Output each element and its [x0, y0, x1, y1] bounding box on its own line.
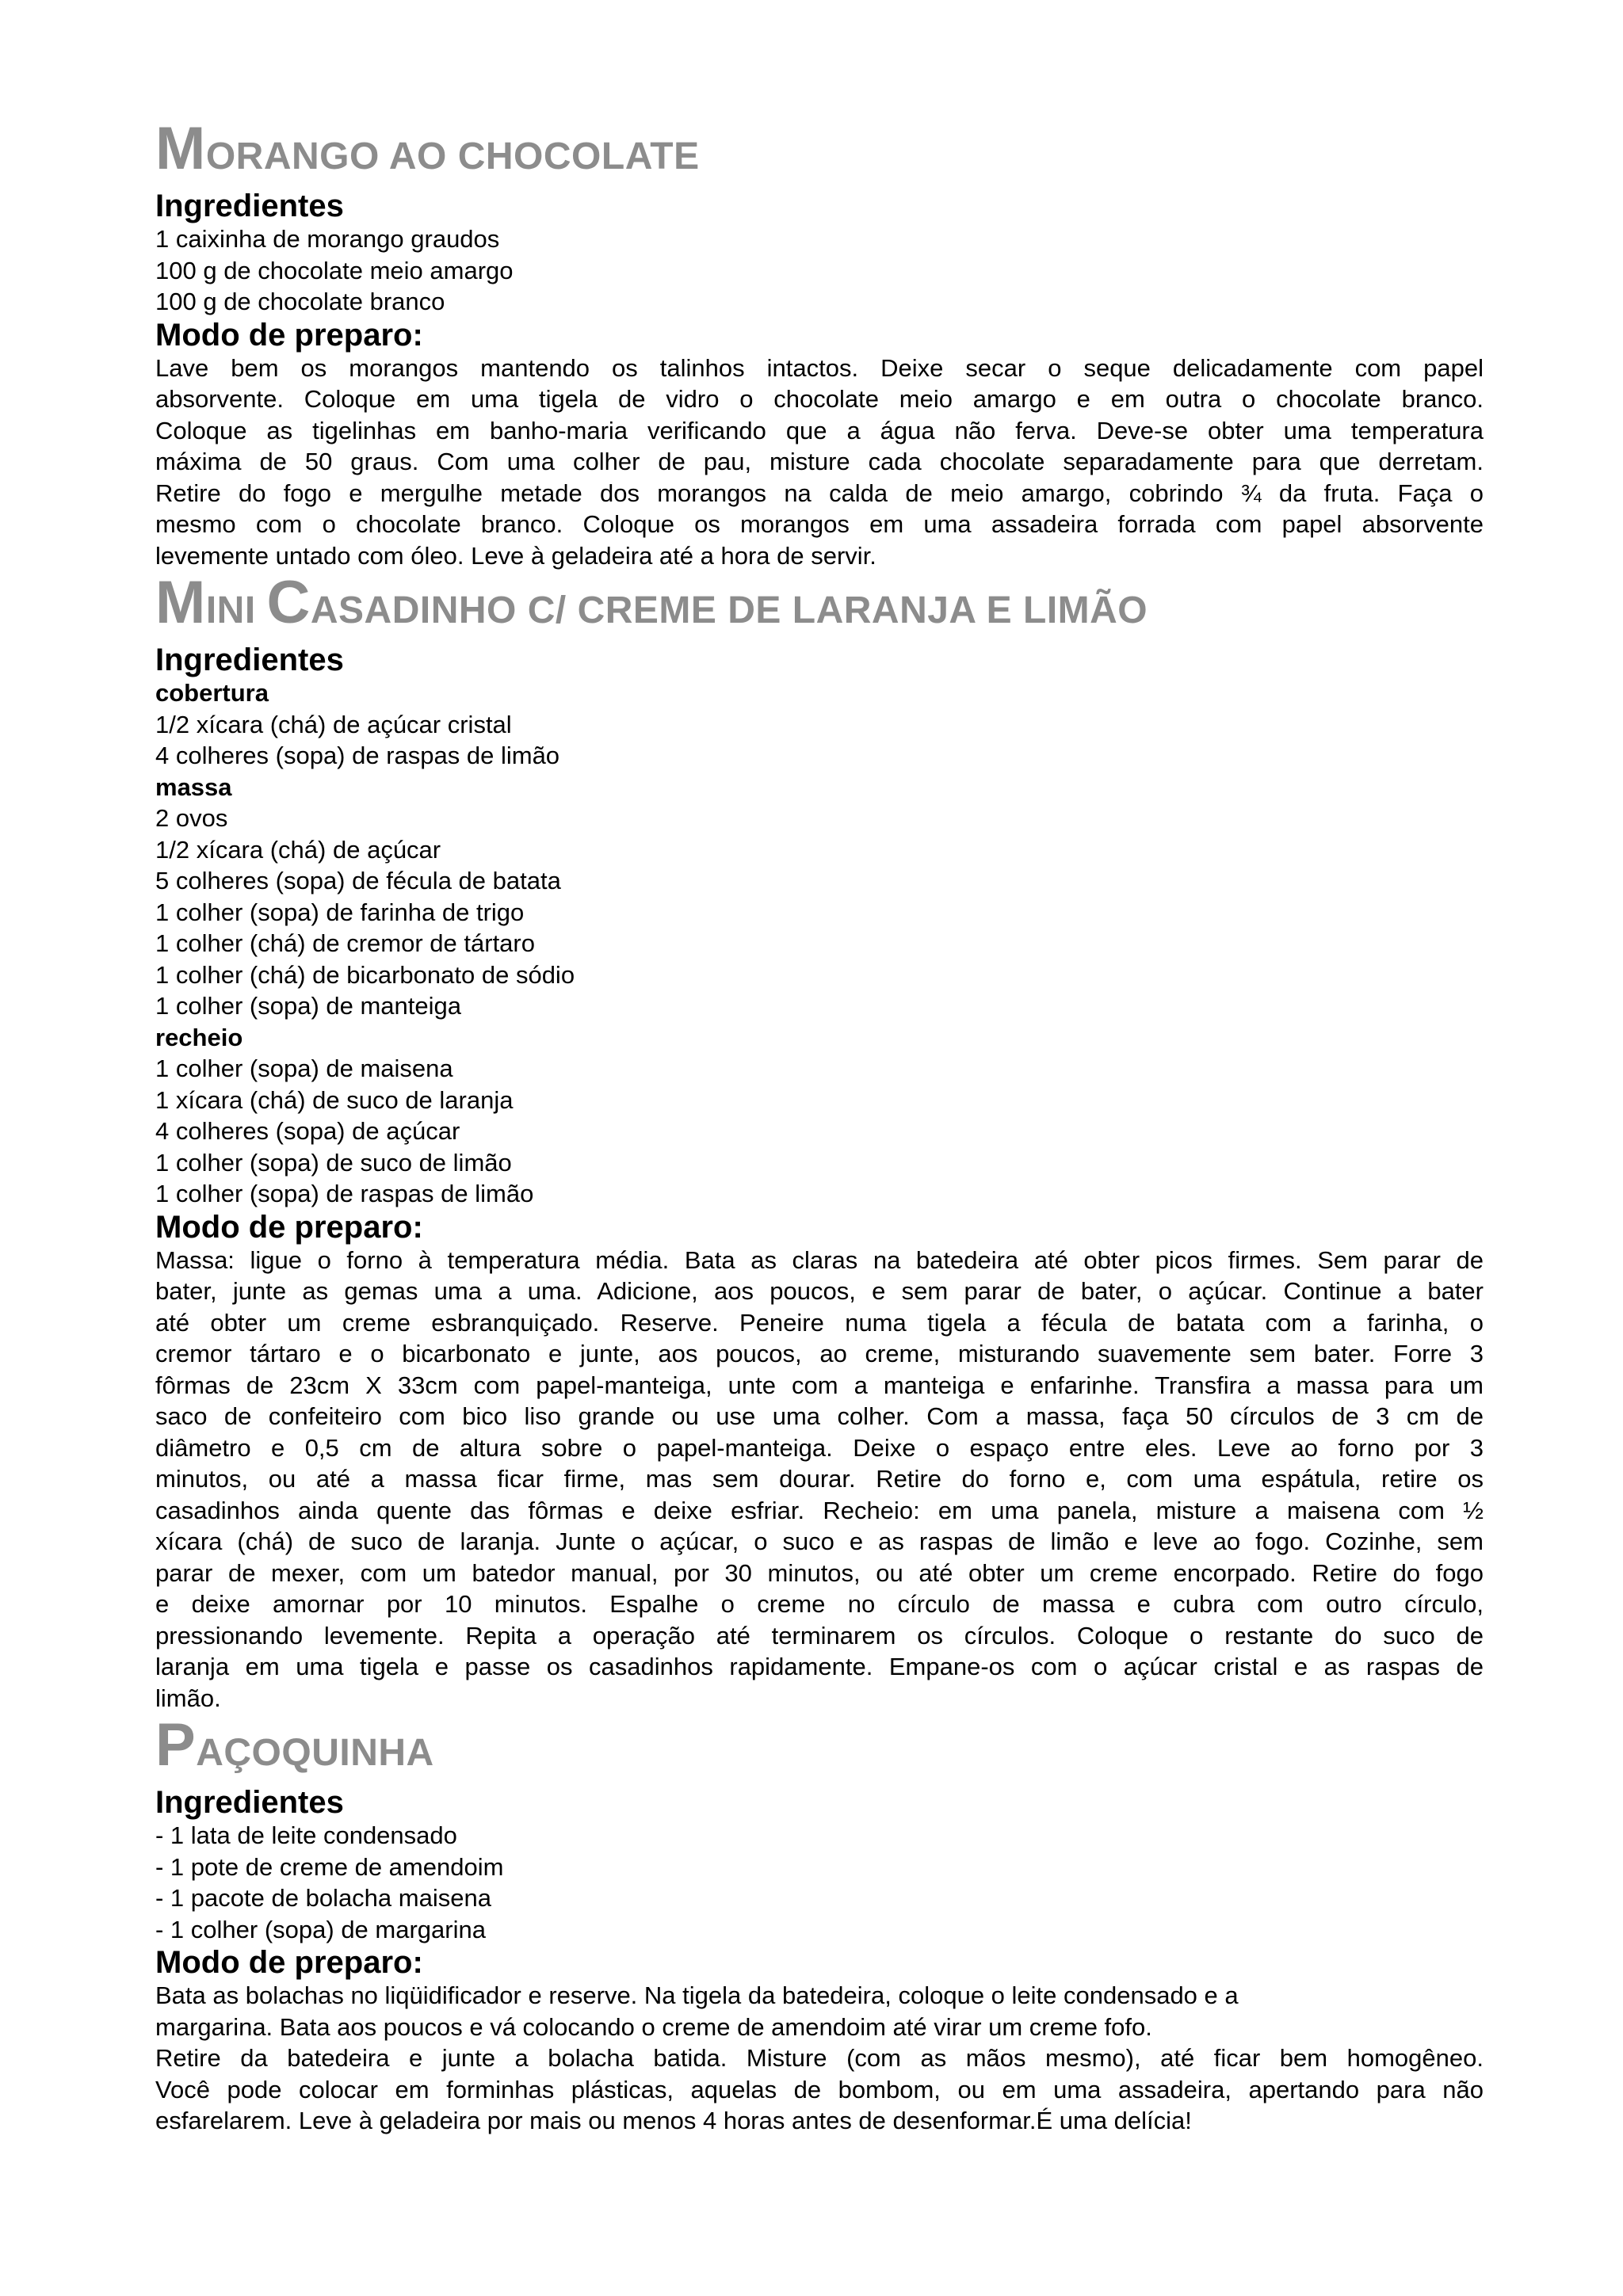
method-heading: Modo de preparo:: [155, 1209, 423, 1245]
ingredient-item: 4 colheres (sopa) de raspas de limão: [155, 742, 560, 769]
method-line: levemente untado com óleo. Leve à geladeira até a hora de servir.: [155, 541, 876, 570]
ingredient-item: 1/2 xícara (chá) de açúcar cristal: [155, 710, 512, 738]
method-line: parar de mexer, com um batedor manual, por 30 minutos, ou até obter um creme encorpado. Retire do fogo: [155, 1558, 1484, 1587]
method-line: bater, junte as gemas uma a uma. Adicione, aos poucos, e sem parar de bater, o açúcar. Continue a bater: [155, 1277, 1484, 1305]
method-line: laranja em uma tigela e passe os casadinhos rapidamente. Empane-os com o açúcar cristal e as raspas de: [155, 1653, 1484, 1680]
ingredients-list: [155, 223, 1484, 318]
method-heading: Modo de preparo:: [155, 1945, 423, 1980]
title-rest: AÇOQUINHA: [196, 1732, 434, 1774]
ingredient-group-title: recheio: [155, 1023, 243, 1051]
ingredient-item: 4 colheres (sopa) de açúcar: [155, 1117, 460, 1145]
recipe-pacoquinha: [155, 1711, 1484, 2137]
ingredient-group-title: massa: [155, 772, 232, 801]
ingredient-item: 1 colher (sopa) de raspas de limão: [155, 1180, 534, 1207]
ingredient-group-title: cobertura: [155, 679, 269, 707]
method-paragraph: [155, 1245, 1484, 1714]
title-rest: ASADINHO C/: [310, 589, 578, 631]
method-line: Retire da batedeira e junte a bolacha batida. Misture (com as mãos mesmo), até ficar bem homogêneo.: [155, 2044, 1484, 2072]
recipe-title: [155, 571, 1484, 643]
method-paragraph: [155, 1980, 1484, 2137]
ingredient-item: 100 g de chocolate branco: [155, 288, 445, 315]
method-line: diâmetro e 0,5 cm de altura sobre o papel-manteiga. Deixe o espaço entre eles. Leve ao forno por 3: [155, 1433, 1484, 1462]
title-rest: CREME DE LARANJA E LIMÃO: [577, 589, 1148, 631]
ingredients-heading: Ingredientes: [155, 643, 344, 677]
ingredient-item: 1 colher (sopa) de maisena: [155, 1055, 453, 1082]
title-initial: M: [155, 569, 206, 636]
ingredients-heading: Ingredientes: [155, 1785, 344, 1820]
ingredient-item: 1 colher (chá) de bicarbonato de sódio: [155, 960, 575, 989]
method-line: Coloque as tigelinhas em banho-maria verificando que a água não ferva. Deve-se obter uma temperatura: [155, 416, 1484, 444]
method-paragraph: [155, 353, 1484, 572]
method-line: margarina. Bata aos poucos e vá colocando o creme de amendoim até virar um creme fofo.: [155, 2012, 1152, 2041]
title-rest: INI: [205, 589, 267, 631]
recipe-title: [155, 1711, 1484, 1785]
method-line: esfarelarem. Leve à geladeira por mais ou menos 4 horas antes de desenformar.É uma delícia!: [155, 2107, 1192, 2134]
ingredient-item: 1 colher (sopa) de farinha de trigo: [155, 898, 525, 926]
ingredient-item: - 1 lata de leite condensado: [155, 1821, 457, 1849]
ingredient-item: 2 ovos: [155, 804, 228, 832]
method-line: até obter um creme esbranquiçado. Reserve. Peneire numa tigela a fécula de batata com a farinha, o: [155, 1308, 1484, 1337]
ingredient-item: 1/2 xícara (chá) de açúcar: [155, 835, 441, 864]
method-line: e deixe amornar por 10 minutos. Espalhe o creme no círculo de massa e cubra com outro círculo,: [155, 1590, 1484, 1618]
ingredient-item: - 1 colher (sopa) de margarina: [155, 1915, 486, 1943]
ingredient-item: 1 colher (sopa) de manteiga: [155, 992, 462, 1020]
ingredient-item: 5 colheres (sopa) de fécula de batata: [155, 867, 561, 894]
method-line: cremor tártaro e o bicarbonato e junte, aos poucos, ao creme, misturando suavemente sem bater. Forre 3: [155, 1340, 1484, 1367]
ingredients-list: [155, 1820, 1484, 1945]
method-line: saco de confeiteiro com bico liso grande ou use uma colher. Com a massa, faça 50 círculos de 3 cm de: [155, 1402, 1484, 1430]
method-line: Retire do fogo e mergulhe metade dos morangos na calda de meio amargo, cobrindo ¾ da fruta. Faça o: [155, 479, 1484, 507]
ingredient-item: 1 colher (sopa) de suco de limão: [155, 1148, 512, 1177]
method-line: casadinhos ainda quente das fôrmas e deixe esfriar. Recheio: em uma panela, misture a maisena com ½: [155, 1496, 1484, 1524]
method-line: fôrmas de 23cm X 33cm com papel-manteiga, unte com a manteiga e enfarinhe. Transfira a massa para um: [155, 1371, 1484, 1399]
ingredient-item: 1 caixinha de morango graudos: [155, 225, 500, 253]
method-heading: Modo de preparo:: [155, 317, 423, 353]
method-line: mesmo com o chocolate branco. Coloque os morangos em uma assadeira forrada com papel absorvente: [155, 510, 1484, 538]
method-line: Lave bem os morangos mantendo os talinhos intactos. Deixe secar o seque delicadamente com papel: [155, 353, 1484, 382]
title-initial: C: [266, 569, 311, 636]
ingredient-item: - 1 pote de creme de amendoim: [155, 1852, 504, 1881]
ingredient-item: 100 g de chocolate meio amargo: [155, 256, 514, 284]
method-line: xícara (chá) de suco de laranja. Junte o açúcar, o suco e as raspas de limão e leve ao fogo. Cozinhe, sem: [155, 1527, 1484, 1555]
title-rest: ORANGO AO CHOCOLATE: [205, 135, 700, 177]
title-initial: M: [155, 115, 206, 182]
method-line: máxima de 50 graus. Com uma colher de pau, misture cada chocolate separadamente para que derretam.: [155, 448, 1484, 475]
ingredients-list: [155, 677, 1484, 1210]
ingredient-item: - 1 pacote de bolacha maisena: [155, 1884, 491, 1912]
method-line: absorvente. Coloque em uma tigela de vidro o chocolate meio amargo e em outra o chocolate branco.: [155, 385, 1484, 413]
method-line: Você pode colocar em forminhas plásticas, aquelas de bombom, ou em uma assadeira, apertando para não: [155, 2075, 1484, 2103]
method-line: limão.: [155, 1684, 221, 1712]
ingredients-heading: Ingredientes: [155, 189, 344, 223]
method-line: pressionando levemente. Repita a operação até terminarem os círculos. Coloque o restante do suco de: [155, 1621, 1484, 1650]
recipe-title: [155, 117, 1484, 189]
title-initial: P: [155, 1711, 197, 1779]
recipe-morango-ao-chocolate: [155, 117, 1484, 571]
method-line: Bata as bolachas no liqüidificador e reserve. Na tigela da batedeira, coloque o leite condensado e a: [155, 1981, 1239, 2009]
ingredient-item: 1 colher (chá) de cremor de tártaro: [155, 929, 535, 957]
method-line: Massa: ligue o forno à temperatura média. Bata as claras na batedeira até obter picos firmes. Sem parar de: [155, 1245, 1484, 1274]
ingredient-item: 1 xícara (chá) de suco de laranja: [155, 1085, 514, 1114]
recipe-mini-casadinho: [155, 571, 1484, 1714]
method-line: minutos, ou até a massa ficar firme, mas sem dourar. Retire do forno e, com uma espátula, retire os: [155, 1465, 1484, 1493]
